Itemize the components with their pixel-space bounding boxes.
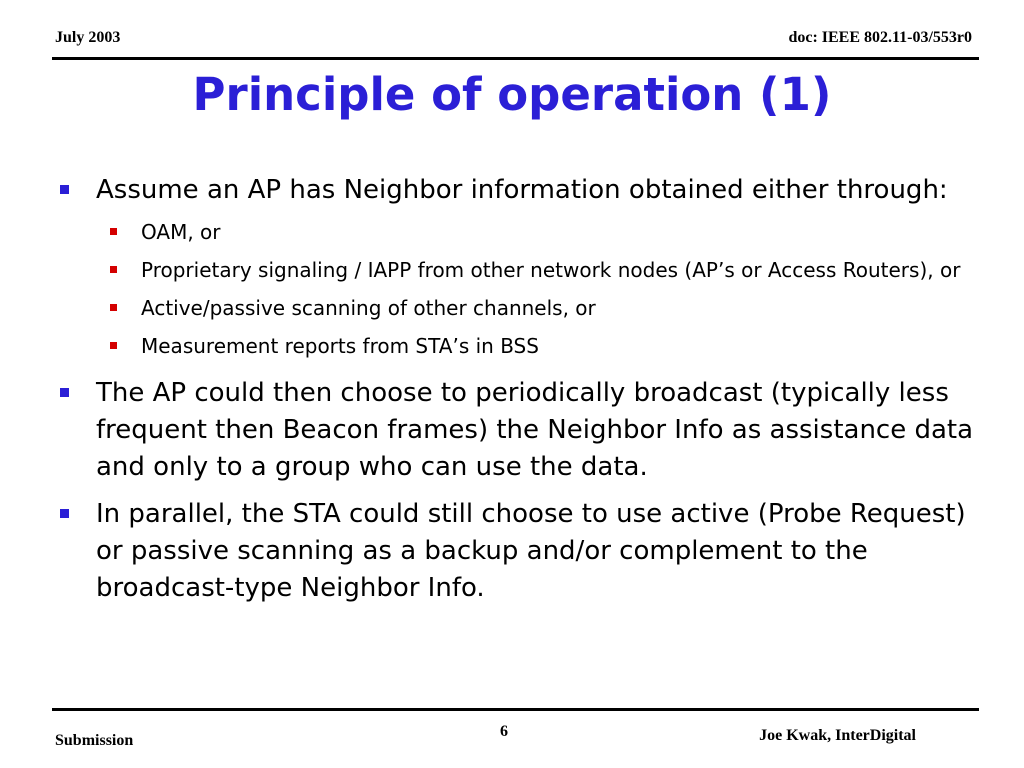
slide-title: Principle of operation (1) bbox=[192, 68, 832, 121]
slide-body bbox=[60, 172, 980, 617]
bullet-text: In parallel, the STA could still choose to use active (Probe Request) or passive scanning as a backup and/or complement to the broadcast-type Neighbor Info. bbox=[96, 499, 966, 603]
square-bullet-icon bbox=[60, 185, 69, 194]
square-bullet-icon bbox=[110, 342, 117, 349]
sub-bullet-item bbox=[96, 255, 980, 285]
sub-bullet-text: OAM, or bbox=[141, 220, 221, 244]
square-bullet-icon bbox=[60, 388, 69, 397]
page-number: 6 bbox=[500, 723, 508, 740]
square-bullet-icon bbox=[110, 304, 117, 311]
bullet-item bbox=[60, 172, 980, 209]
header-doc-id: doc: IEEE 802.11-03/553r0 bbox=[788, 29, 972, 46]
bullet-item bbox=[60, 496, 980, 607]
sub-bullet-item bbox=[96, 331, 980, 361]
square-bullet-icon bbox=[110, 228, 117, 235]
bullet-item bbox=[60, 375, 980, 486]
sub-bullet-item bbox=[96, 293, 980, 323]
bullet-text: Assume an AP has Neighbor information obtained either through: bbox=[96, 175, 948, 205]
header-rule bbox=[52, 57, 979, 60]
sub-bullet-item bbox=[96, 217, 980, 247]
square-bullet-icon bbox=[60, 509, 69, 518]
sub-bullet-text: Active/passive scanning of other channels, or bbox=[141, 296, 596, 320]
square-bullet-icon bbox=[110, 266, 117, 273]
sub-bullet-list bbox=[60, 217, 980, 361]
sub-bullet-text: Measurement reports from STA’s in BSS bbox=[141, 334, 539, 358]
footer-author: Joe Kwak, InterDigital bbox=[759, 727, 916, 744]
header-date: July 2003 bbox=[55, 29, 121, 46]
footer-rule bbox=[52, 708, 979, 711]
sub-bullet-text: Proprietary signaling / IAPP from other network nodes (AP’s or Access Routers), or bbox=[141, 258, 961, 282]
footer-submission: Submission bbox=[55, 732, 134, 749]
bullet-text: The AP could then choose to periodically broadcast (typically less frequent then Beacon frames) the Neighbor Info as assistance data and only to a group who can use the data. bbox=[96, 378, 974, 482]
